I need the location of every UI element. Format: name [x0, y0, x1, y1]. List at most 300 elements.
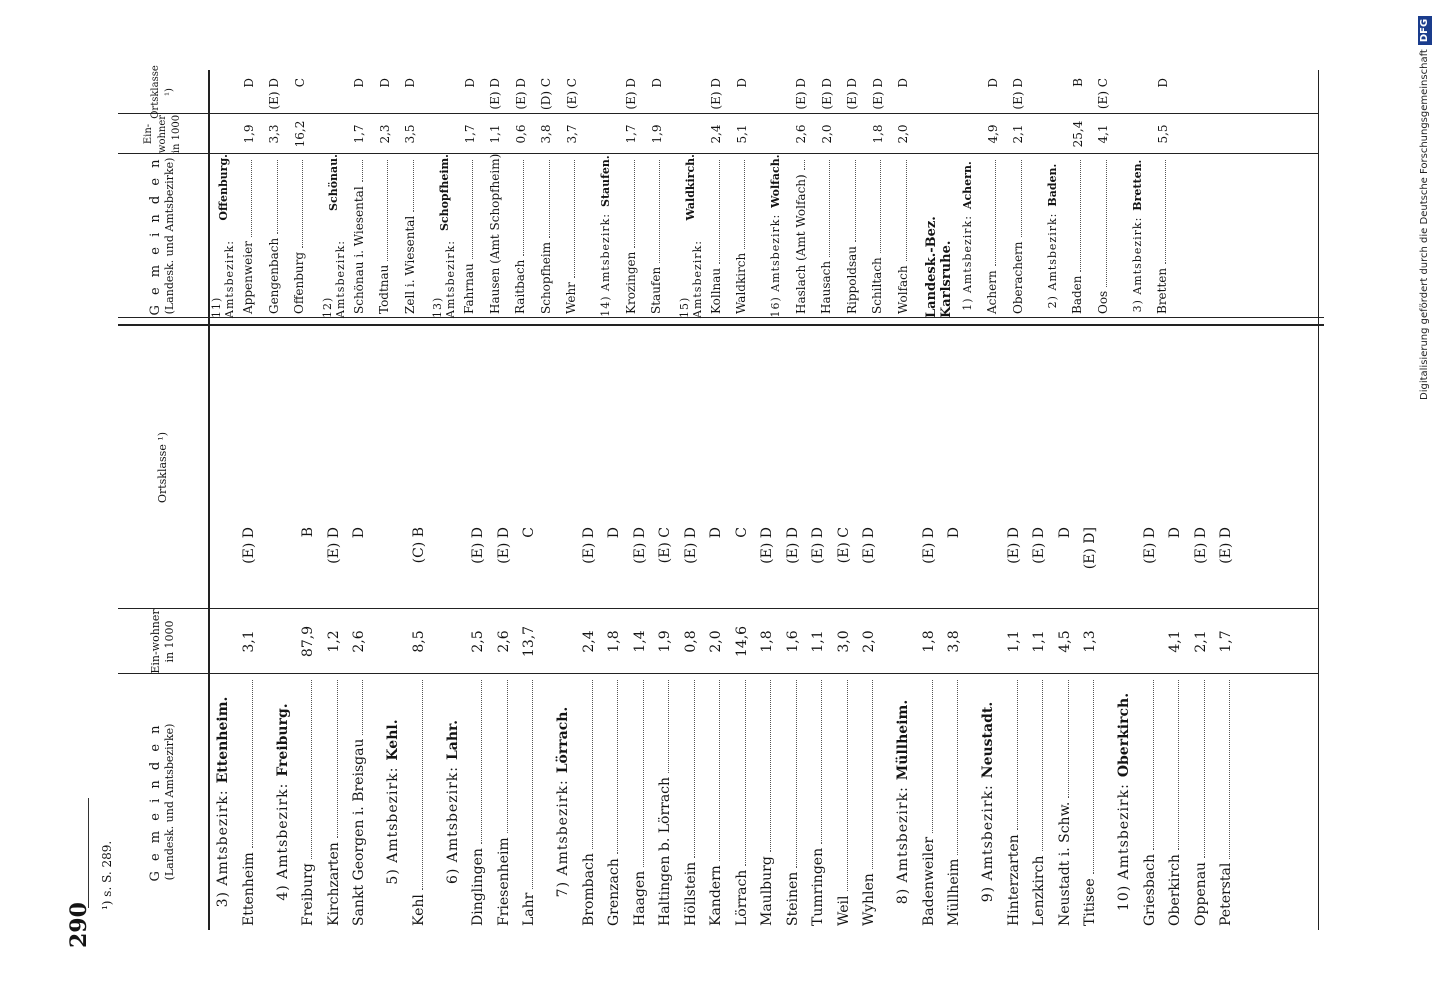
inhabitants-value: 3,1 — [240, 630, 257, 653]
header-gemeinden-title: G e m e i n d e n — [148, 722, 163, 882]
row-spacer — [542, 326, 550, 930]
dot-leader — [413, 160, 414, 212]
municipality-cell — [581, 680, 597, 926]
ortsklasse-value: D — [734, 78, 749, 88]
ortsklasse-value: (D) C — [539, 78, 554, 110]
inhabitants-value: 25,4 — [1070, 120, 1085, 148]
row-spacer — [423, 70, 431, 318]
inhabitants-value: 1,8 — [759, 630, 776, 653]
dot-leader — [1165, 160, 1166, 264]
right-rows — [210, 70, 1176, 318]
dot-leader — [311, 680, 312, 859]
ortsklasse-value: (E) D — [488, 78, 503, 110]
ortsklasse-value: B — [300, 527, 317, 538]
district-heading — [593, 154, 619, 318]
inhabitants-value: 2,6 — [495, 630, 512, 653]
municipality-cell — [683, 680, 699, 926]
district-label: 3) Amtsbezirk: — [215, 789, 231, 908]
inhabitants-value: 1,1 — [1031, 630, 1048, 653]
municipality-name: Kirchzarten — [325, 842, 342, 926]
municipality-name: Staufen — [649, 266, 664, 314]
municipality-name: Kollnau — [708, 267, 723, 314]
municipality-cell — [470, 680, 486, 926]
dot-leader — [770, 680, 771, 852]
row-spacer — [313, 70, 321, 318]
inhabitants-value: 1,3 — [1082, 630, 1099, 653]
inhabitants-value: 0,8 — [682, 630, 699, 653]
municipality-cell — [487, 153, 503, 314]
ortsklasse-value: D — [462, 78, 477, 88]
dot-leader — [957, 680, 958, 855]
inhabitants-value: 3,5 — [403, 124, 418, 144]
dfg-sidebar — [1416, 8, 1434, 992]
dot-leader — [829, 160, 830, 257]
municipality-name: Raitbach — [513, 259, 528, 314]
district-name: Oberkirch. — [1116, 692, 1132, 778]
table-row — [729, 70, 755, 318]
table-row — [1188, 326, 1214, 930]
municipality-name: Freiburg — [300, 863, 317, 926]
table-row — [840, 70, 866, 318]
ortsklasse-value: D — [946, 527, 963, 539]
municipality-name: Appenweier — [241, 241, 256, 314]
municipality-cell — [709, 160, 724, 314]
ortsklasse-value: (E) D — [794, 78, 809, 110]
municipality-cell — [267, 160, 282, 314]
ortsklasse-value: C — [521, 527, 538, 538]
ortsklasse-value: (E) D — [470, 527, 487, 564]
inhabitants-value: 87,9 — [300, 625, 317, 658]
municipality-cell — [819, 160, 834, 314]
ortsklasse-value: (E) D — [682, 527, 699, 564]
municipality-name: Haltingen b. Lörrach — [657, 776, 674, 926]
municipality-cell — [785, 680, 801, 926]
table-row — [1163, 326, 1189, 930]
municipality-name: Neustadt i. Schw. — [1056, 801, 1073, 926]
municipality-name: Lahr — [521, 892, 538, 926]
municipality-cell — [241, 160, 256, 314]
district-name: Wolfach. — [769, 154, 782, 208]
dot-leader — [906, 160, 907, 261]
municipality-cell — [292, 160, 307, 314]
district-heading — [954, 154, 980, 318]
municipality-cell — [794, 160, 809, 314]
table-row — [1078, 326, 1104, 930]
municipality-cell — [708, 680, 724, 926]
district-name: Schopfheim. — [437, 154, 451, 232]
municipality-cell — [1155, 160, 1170, 314]
municipality-name: Friesenheim — [495, 837, 512, 926]
municipality-name: Krozingen — [623, 251, 638, 314]
inhabitants-value: 1,7 — [352, 124, 367, 144]
ortsklasse-value: (E) D — [870, 78, 885, 110]
table-row — [729, 326, 755, 930]
table-row — [678, 326, 704, 930]
dot-leader — [617, 680, 618, 854]
table-row — [1006, 70, 1032, 318]
ortsklasse-value: (E) D — [580, 527, 597, 564]
ortsklasse-value: C — [733, 527, 750, 538]
district-name: Offenburg. — [216, 154, 230, 221]
ortsklasse-value: (E) D — [920, 527, 937, 564]
table-row — [236, 70, 262, 318]
district-heading — [763, 154, 789, 318]
district-label: 6) Amtsbezirk: — [444, 766, 461, 885]
table-row — [347, 70, 373, 318]
ortsklasse-value: (E) D] — [1082, 527, 1099, 570]
district-heading — [210, 674, 236, 930]
table-row — [704, 326, 730, 930]
dot-leader — [643, 680, 644, 867]
inhabitants-value: 2,0 — [896, 124, 911, 144]
header-einwohner: Ein-wohner in 1000 — [118, 608, 208, 674]
district-label: 12) Amtsbezirk: — [320, 240, 347, 318]
district-name: Bretten. — [1130, 159, 1144, 211]
district-label: 14) Amtsbezirk: — [599, 213, 612, 317]
dot-leader — [362, 680, 363, 735]
district-label: 15) Amtsbezirk: — [677, 240, 704, 318]
municipality-cell — [734, 680, 750, 926]
table-row — [1091, 70, 1117, 318]
inhabitants-value: 2,0 — [708, 630, 725, 653]
inhabitants-value: 14,6 — [733, 625, 750, 658]
table-row — [1214, 326, 1240, 930]
municipality-name: Hausen (Amt Schopfheim) — [487, 153, 502, 314]
inhabitants-value: 5,1 — [734, 124, 749, 144]
dot-leader — [1153, 680, 1154, 850]
table-row — [262, 70, 288, 318]
table-row — [1150, 70, 1176, 318]
ortsklasse-value: C — [292, 78, 307, 88]
district-heading — [1111, 674, 1137, 930]
dot-leader — [796, 680, 797, 868]
header-gemeinden-sub-right: (Landesk. und Amtsbezirke) — [163, 157, 176, 315]
district-label: 13) Amtsbezirk: — [431, 240, 457, 318]
inhabitants-value: 3,7 — [564, 124, 579, 144]
table-row — [483, 70, 509, 318]
municipality-name: Baden — [1070, 275, 1085, 314]
municipality-cell — [845, 160, 860, 314]
inhabitants-value: 1,4 — [631, 630, 648, 653]
dot-leader — [1068, 680, 1069, 798]
inhabitants-value: 4,5 — [1056, 630, 1073, 653]
municipality-name: Fahrnau — [462, 263, 477, 314]
district-label: 11) Amtsbezirk: — [210, 240, 236, 318]
footnote: ¹) s. S. 289. — [100, 840, 114, 910]
row-spacer — [1031, 70, 1039, 318]
municipality-name: Oos — [1095, 290, 1110, 314]
municipality-cell — [1006, 680, 1022, 926]
inhabitants-value: 2,5 — [470, 630, 487, 653]
table-row — [491, 326, 517, 930]
district-name: Neustadt. — [980, 701, 996, 779]
municipality-cell — [870, 160, 885, 314]
table-row — [398, 70, 424, 318]
dot-leader — [523, 160, 524, 256]
district-label: 4) Amtsbezirk: — [274, 782, 291, 901]
right-table-half — [118, 65, 1324, 318]
table-row — [814, 70, 840, 318]
municipality-name: Oberachern — [1010, 241, 1025, 314]
municipality-name: Oberkirch — [1167, 854, 1184, 926]
inhabitants-value: 1,6 — [784, 630, 801, 653]
municipality-name: Griesbach — [1141, 854, 1158, 926]
district-heading — [975, 674, 1001, 930]
municipality-name: Wyhlen — [861, 873, 878, 926]
dot-leader — [362, 160, 363, 182]
district-heading — [550, 674, 576, 930]
municipality-cell — [300, 680, 316, 926]
municipality-cell — [836, 680, 852, 926]
district-label: 9) Amtsbezirk: — [980, 784, 996, 903]
dot-leader — [744, 160, 745, 249]
inhabitants-value: 1,9 — [649, 124, 664, 144]
table-row — [1137, 326, 1163, 930]
dfg-credit — [1416, 0, 1434, 992]
ortsklasse-value: B — [1070, 78, 1085, 87]
ortsklasse-value: D — [351, 527, 368, 539]
municipality-name: Tumringen — [810, 847, 827, 926]
municipality-cell — [985, 160, 1000, 314]
table-row — [1027, 326, 1053, 930]
table-row — [287, 70, 313, 318]
municipality-name: Wehr — [564, 282, 579, 314]
table-row — [857, 326, 883, 930]
ortsklasse-value: (E) D — [240, 527, 257, 564]
table-row — [466, 326, 492, 930]
dot-leader — [880, 160, 881, 253]
table-row — [296, 326, 322, 930]
ortsklasse-value: (E) C — [835, 527, 852, 564]
district-label: 8) Amtsbezirk: — [895, 786, 911, 905]
table-row — [602, 326, 628, 930]
ortsklasse-value: (E) D — [810, 527, 827, 564]
municipality-cell — [896, 160, 911, 314]
municipality-name: Brombach — [580, 853, 597, 926]
municipality-name: Kehl — [410, 894, 427, 926]
ortsklasse-value: (E) D — [759, 527, 776, 564]
district-heading — [380, 674, 406, 930]
district-heading — [890, 674, 916, 930]
inhabitants-value: 1,8 — [606, 630, 623, 653]
municipality-cell — [539, 160, 554, 314]
inhabitants-value: 2,0 — [819, 124, 834, 144]
inhabitants-value: 3,0 — [835, 630, 852, 653]
dot-leader — [472, 160, 473, 259]
row-spacer — [967, 326, 975, 930]
municipality-cell — [946, 680, 962, 926]
inhabitants-value: 4,9 — [985, 124, 1000, 144]
municipality-cell — [351, 680, 367, 926]
district-heading — [270, 674, 296, 930]
inhabitants-value: 1,8 — [870, 124, 885, 144]
municipality-cell — [1218, 680, 1234, 926]
dot-leader — [847, 680, 848, 892]
region-name: Landesk.-Bez. Karlsruhe. — [924, 216, 954, 318]
row-spacer — [262, 326, 270, 930]
municipality-name: Maulburg — [759, 856, 776, 926]
row-spacer — [1116, 70, 1124, 318]
district-label: 5) Amtsbezirk: — [385, 766, 401, 885]
municipality-name: Steinen — [784, 871, 801, 926]
municipality-name: Titisee — [1082, 878, 1099, 926]
ortsklasse-value: D — [352, 78, 367, 88]
dot-leader — [719, 680, 720, 861]
municipality-name: Badenweiler — [920, 836, 937, 926]
ortsklasse-value: D — [1167, 527, 1184, 539]
municipality-cell — [921, 680, 937, 926]
municipality-cell — [352, 160, 367, 314]
ortsklasse-value: D — [985, 78, 1000, 88]
dot-leader — [1042, 680, 1043, 852]
municipality-name: Schiltach — [870, 257, 885, 314]
dot-leader — [821, 680, 822, 844]
dot-leader — [855, 160, 856, 242]
dot-leader — [337, 680, 338, 838]
municipality-name: Grenzach — [606, 858, 623, 926]
table-row — [457, 70, 483, 318]
municipality-name: Waldkirch — [734, 252, 749, 314]
dot-leader — [422, 680, 423, 890]
ortsklasse-value: D — [649, 78, 664, 88]
ortsklasse-value: (E) D — [267, 78, 282, 110]
header-ortsklasse-right: Ortsklasse ¹) — [150, 65, 175, 119]
ortsklasse-value: D — [1155, 78, 1170, 88]
municipality-cell — [606, 680, 622, 926]
district-name: Kehl. — [385, 719, 401, 761]
double-column-separator — [118, 317, 1324, 326]
dot-leader — [659, 160, 660, 263]
ortsklasse-value: (E) D — [1192, 527, 1209, 564]
district-heading — [210, 154, 236, 318]
municipality-name: Hinterzarten — [1005, 834, 1022, 926]
municipality-name: Lörrach — [733, 869, 750, 926]
municipality-name: Kandern — [708, 865, 725, 926]
municipality-name: Sankt Georgen i. Breisgau — [351, 738, 368, 926]
municipality-name: Gengenbach — [266, 237, 281, 314]
inhabitants-value: 16,2 — [292, 120, 307, 148]
municipality-name: Schopfheim — [538, 241, 553, 314]
footnote-rule — [88, 798, 89, 908]
municipality-name: Hausach — [819, 260, 834, 314]
dot-leader — [694, 680, 695, 858]
municipality-name: Höllstein — [682, 861, 699, 926]
table-row — [653, 326, 679, 930]
table-row — [942, 326, 968, 930]
district-name: Schönau. — [327, 154, 340, 211]
inhabitants-value: 1,8 — [920, 630, 937, 653]
dfg-logo: DFG — [1418, 16, 1432, 45]
ortsklasse-value: (E) D — [513, 78, 528, 110]
ortsklasse-value: (E) D — [845, 78, 860, 110]
ortsklasse-value: (E) D — [1031, 527, 1048, 564]
municipality-name: Oppenau — [1192, 861, 1209, 926]
district-name: Achern. — [960, 161, 974, 210]
inhabitants-value: 3,8 — [946, 630, 963, 653]
dot-leader — [719, 160, 720, 264]
header-gemeinden-sub: (Landesk. und Amtsbezirke) — [163, 723, 176, 881]
dot-leader — [574, 160, 575, 278]
inhabitants-value: 2,6 — [351, 630, 368, 653]
dot-leader — [1080, 160, 1081, 272]
municipality-cell — [1082, 680, 1098, 926]
row-spacer — [1103, 326, 1111, 930]
row-spacer — [670, 70, 678, 318]
ortsklasse-value: (E) D — [631, 527, 648, 564]
municipality-cell — [624, 160, 639, 314]
inhabitants-value: 2,0 — [861, 630, 878, 653]
municipality-name: Peterstal — [1218, 862, 1235, 926]
municipality-cell — [377, 160, 392, 314]
ortsklasse-value: D — [896, 78, 911, 88]
table-row — [517, 326, 543, 930]
inhabitants-value: 4,1 — [1167, 630, 1184, 653]
municipality-name: Lenzkirch — [1031, 855, 1048, 926]
district-label: 3) Amtsbezirk: — [1130, 216, 1144, 313]
row-spacer — [916, 70, 924, 318]
table-row — [806, 326, 832, 930]
municipality-name: Zell i. Wiesental — [402, 215, 417, 314]
dot-leader — [668, 680, 669, 773]
table-row — [1065, 70, 1091, 318]
district-name: Lahr. — [444, 719, 461, 761]
inhabitants-value: 2,4 — [580, 630, 597, 653]
row-spacer — [432, 326, 440, 930]
header-gemeinden-right — [118, 153, 208, 318]
ortsklasse-value: (C) B — [410, 527, 427, 564]
municipality-cell — [1070, 160, 1085, 314]
municipality-cell — [759, 680, 775, 926]
inhabitants-value: 2,6 — [794, 124, 809, 144]
municipality-cell — [810, 680, 826, 926]
inhabitants-value: 1,2 — [325, 630, 342, 653]
ortsklasse-value: (E) D — [819, 78, 834, 110]
district-label: 10) Amtsbezirk: — [1116, 783, 1132, 912]
district-label: 1) Amtsbezirk: — [960, 215, 974, 311]
row-spacer — [585, 70, 593, 318]
row-spacer — [372, 326, 380, 930]
dot-leader — [507, 680, 508, 833]
dot-leader — [932, 680, 933, 833]
dot-leader — [872, 680, 873, 869]
ortsklasse-value: (E) D — [784, 527, 801, 564]
ortsklasse-value: D — [241, 78, 256, 88]
table-row — [534, 70, 560, 318]
district-name: Freiburg. — [274, 703, 291, 777]
table-row — [704, 70, 730, 318]
municipality-cell — [1057, 680, 1073, 926]
dot-leader — [481, 680, 482, 844]
district-label: 7) Amtsbezirk: — [555, 779, 571, 898]
dot-leader — [592, 680, 593, 849]
inhabitants-value: 2,3 — [377, 124, 392, 144]
district-heading — [1124, 154, 1150, 318]
table-row — [619, 70, 645, 318]
table-row — [1001, 326, 1027, 930]
municipality-cell — [632, 680, 648, 926]
district-heading — [440, 674, 466, 930]
dot-leader — [302, 160, 303, 248]
inhabitants-value: 0,6 — [513, 124, 528, 144]
dfg-credit-text: Digitalisierung gefördert durch die Deutsche Forschungsgemeinschaft — [1419, 49, 1430, 400]
ortsklasse-value: D — [606, 527, 623, 539]
dot-leader — [1178, 680, 1179, 850]
dot-leader — [251, 160, 252, 237]
municipality-cell — [1096, 160, 1111, 314]
inhabitants-value: 1,1 — [1005, 630, 1022, 653]
district-heading — [1039, 154, 1065, 318]
municipality-name: Müllheim — [946, 858, 963, 926]
